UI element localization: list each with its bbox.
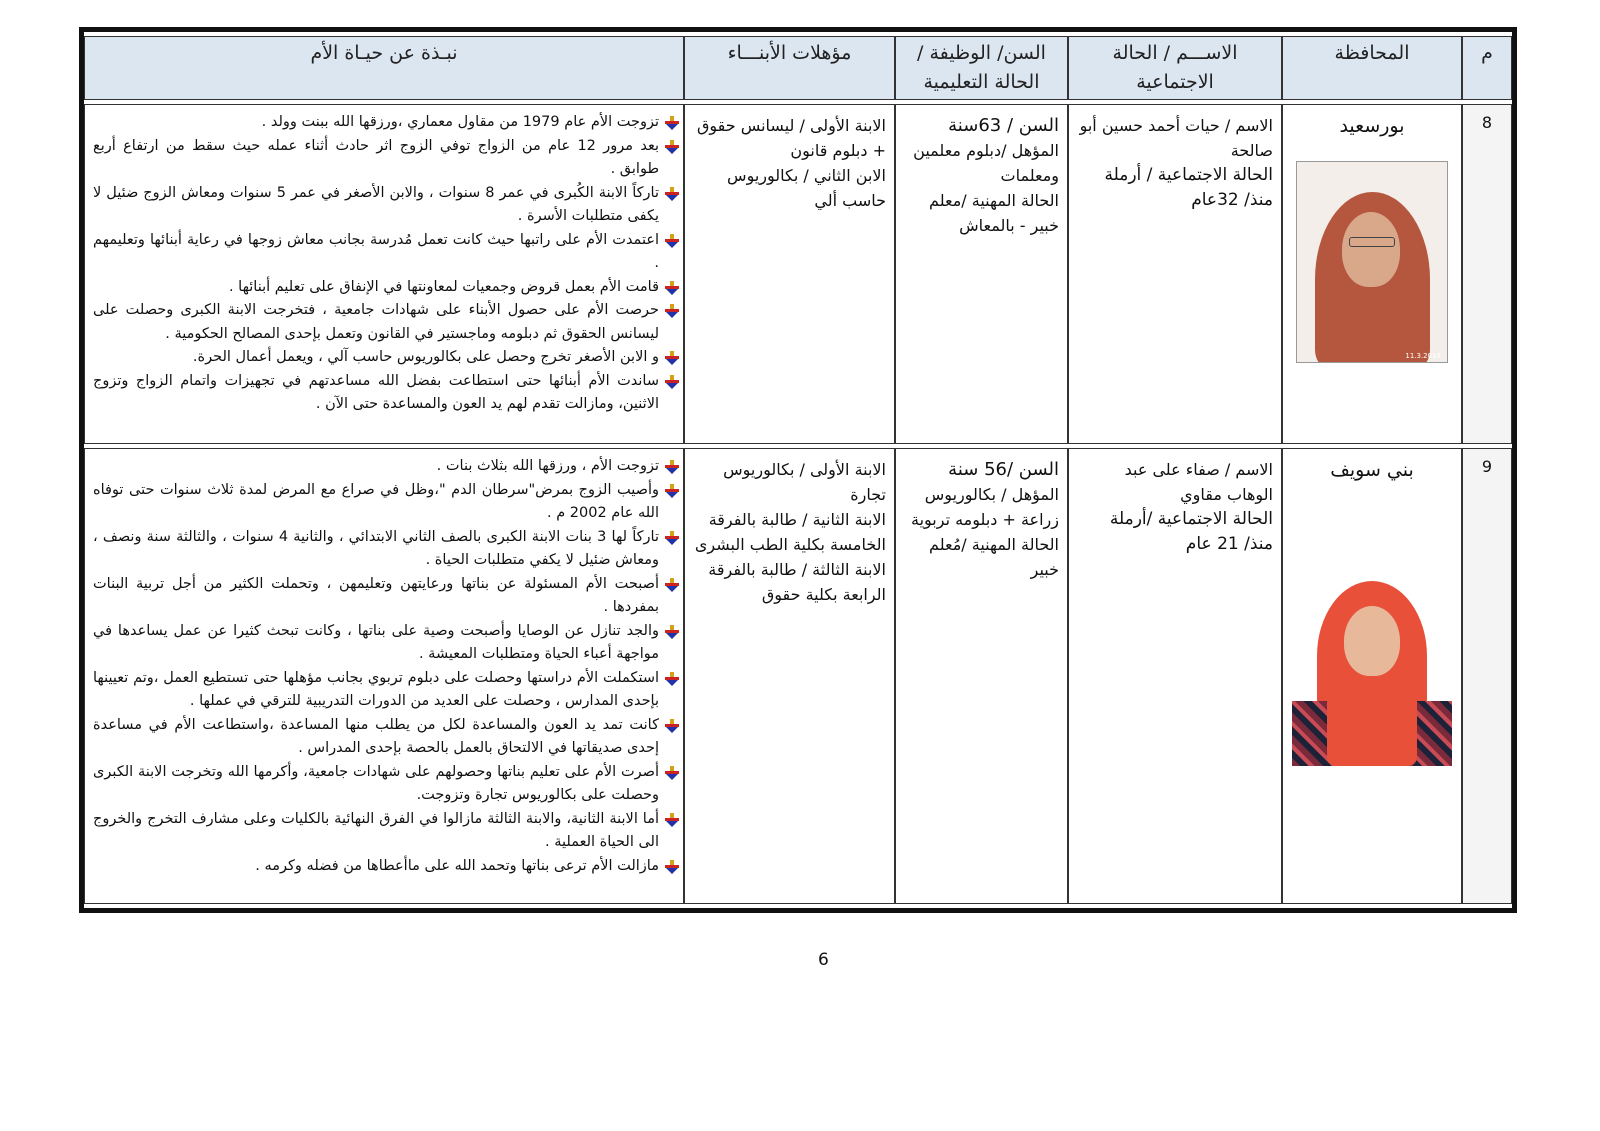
photo-caption: 11.3.2014 bbox=[1405, 352, 1441, 360]
child-line: الابنة الأولى / ليسانس حقوق + دبلوم قانون bbox=[696, 116, 886, 160]
arrow-bullet-icon bbox=[665, 140, 679, 154]
arrow-bullet-icon bbox=[665, 813, 679, 827]
bio-bullet-item bbox=[93, 135, 679, 182]
bio-text: حرصت الأم على حصول الأبناء على شهادات جامعية ، فتخرجت الابنة الكبرى وحصلت على ليسانس الحقوق ثم دبلومه وماجستير في القانون وتعمل بإحدى المصالح الحكومية . bbox=[93, 302, 659, 342]
bio-text: بعد مرور 12 عام من الزواج توفي الزوج اثر حادث أثناء عمله حيث سقط من ارتفاع أربع طوابق . bbox=[93, 137, 659, 177]
bio-text: تاركاً الابنة الكُبرى في عمر 8 سنوات ، والابن الأصغر في عمر 5 سنوات ومعاش الزوج ضئيل لا يكفى متطلبات الأسرة . bbox=[93, 184, 659, 224]
child-line: الابن الثاني / بكالوريوس حاسب ألي bbox=[727, 166, 886, 210]
bio-text: مازالت الأم ترعى بناتها وتحمد الله على ماأعطاها من فضله وكرمه . bbox=[255, 857, 659, 874]
status-line: الحالة الاجتماعية /أرملة bbox=[1109, 509, 1273, 529]
arrow-bullet-icon bbox=[665, 672, 679, 686]
bio-bullet-item bbox=[93, 299, 679, 346]
table-row bbox=[84, 448, 1512, 904]
status-line: الحالة الاجتماعية / أرملة منذ/ 32عام bbox=[1104, 165, 1273, 210]
name-cell bbox=[1068, 448, 1282, 904]
header-num: م bbox=[1462, 36, 1512, 100]
since-line: منذ/ 21 عام bbox=[1185, 534, 1273, 554]
governorate-cell bbox=[1282, 448, 1462, 904]
children-cell bbox=[684, 104, 895, 444]
bio-bullet-item bbox=[93, 111, 679, 135]
bio-text: قامت الأم بعمل قروض وجمعيات لمعاونتها في الإنفاق على تعليم أبنائها . bbox=[228, 278, 659, 295]
bio-bullet-item bbox=[93, 855, 679, 879]
bio-bullet-item bbox=[93, 573, 679, 620]
arrow-bullet-icon bbox=[665, 351, 679, 365]
table-row bbox=[84, 104, 1512, 444]
bio-bullet-item bbox=[93, 182, 679, 229]
bio-text: و الابن الأصغر تخرج وحصل على بكالوريوس حاسب آلي ، ويعمل أعمال الحرة. bbox=[192, 349, 659, 365]
arrow-bullet-icon bbox=[665, 531, 679, 545]
bio-bullet-item bbox=[93, 276, 679, 300]
bio-text: والجد تنازل عن الوصايا وأصبحت وصية على بناتها ، وكانت تبحث كثيرا عن عمل يساعدها في مواجهة أعباء الحياة ومتطلبات المعيشة . bbox=[93, 622, 659, 662]
arrow-bullet-icon bbox=[665, 484, 679, 498]
header-governorate: المحافظة bbox=[1282, 36, 1462, 100]
header-children: مؤهلات الأبنـــاء bbox=[684, 36, 895, 100]
child-line: الابنة الثالثة / طالبة بالفرقة الرابعة بكلية حقوق bbox=[708, 560, 886, 604]
bio-bullet-item bbox=[93, 761, 679, 808]
bio-cell bbox=[84, 448, 684, 904]
row-number: 9 bbox=[1462, 448, 1512, 904]
header-bio: نبـذة عن حيـاة الأم bbox=[84, 36, 684, 100]
bio-text: تزوجت الأم عام 1979 من مقاول معماري ،ورزقها الله ببنت وولد . bbox=[261, 114, 659, 130]
page-number: 6 bbox=[818, 950, 829, 970]
bio-text: أصبحت الأم المسئولة عن بناتها ورعايتهن وتعليمهن ، وتحملت الكثير من أجل تربية البنات بمفردها . bbox=[93, 575, 659, 615]
age-cell bbox=[895, 104, 1068, 444]
bio-text: كانت تمد يد العون والمساعدة لكل من يطلب منها المساعدة ،واستطاعت الأم في مساعدة إحدى صديقاتها في الالتحاق بالعمل بالحصة بإحدى المدراس . bbox=[93, 716, 659, 756]
governorate-cell bbox=[1282, 104, 1462, 444]
arrow-bullet-icon bbox=[665, 719, 679, 733]
bio-bullet-item bbox=[93, 370, 679, 417]
child-line: الابنة الأولى / بكالوريوس تجارة bbox=[723, 460, 886, 504]
age-line: السن / 63سنة bbox=[948, 115, 1059, 136]
bio-bullet-item bbox=[93, 479, 679, 526]
bio-text: تاركاً لها 3 بنات الابنة الكبرى بالصف الثاني الابتدائي ، والثانية 4 سنوات ، والثالثة سنة ونصف ، ومعاش ضئيل لا يكفي متطلبات الحياة . bbox=[93, 528, 659, 568]
arrow-bullet-icon bbox=[665, 860, 679, 874]
arrow-bullet-icon bbox=[665, 375, 679, 389]
governorate: بورسعيد bbox=[1339, 115, 1405, 137]
bio-bullet-item bbox=[93, 667, 679, 714]
bio-bullet-item bbox=[93, 526, 679, 573]
arrow-bullet-icon bbox=[665, 766, 679, 780]
name-cell bbox=[1068, 104, 1282, 444]
header-name: الاســـم / الحالة الاجتماعية bbox=[1068, 36, 1282, 100]
table-header-row bbox=[84, 36, 1512, 100]
bio-bullet-item bbox=[93, 346, 679, 370]
name-line: الاسم / حيات أحمد حسين أبو صالحة bbox=[1079, 116, 1273, 160]
row-number: 8 bbox=[1462, 104, 1512, 444]
bio-bullet-item bbox=[93, 808, 679, 855]
header-age-job: السن/ الوظيفة / الحالة التعليمية bbox=[895, 36, 1068, 100]
arrow-bullet-icon bbox=[665, 116, 679, 130]
arrow-bullet-icon bbox=[665, 625, 679, 639]
qualification-line: المؤهل /دبلوم معلمين ومعلمات bbox=[913, 141, 1059, 185]
arrow-bullet-icon bbox=[665, 187, 679, 201]
qualification-line: المؤهل / بكالوريوس زراعة + دبلومه تربوية bbox=[910, 485, 1059, 529]
bio-bullet-item bbox=[93, 620, 679, 667]
profession-line: الحالة المهنية /مُعلم خبير bbox=[929, 535, 1059, 579]
mothers-table bbox=[84, 32, 1512, 908]
bio-bullet-item bbox=[93, 455, 679, 479]
bio-text: ساندت الأم أبنائها حتى استطاعت بفضل الله مساعدتهم في تجهيزات واتمام الزواج وتزوج الاثنين، ومازالت تقدم لهم يد العون والمساعدة حتى الآن . bbox=[93, 372, 659, 412]
bio-text: استكملت الأم دراستها وحصلت على دبلوم تربوي بجانب مؤهلها حتى تستطيع العمل ،وتم تعيينها بإحدى المدارس ، وحصلت على العديد من الدورات التدريبية للترقي في عملها . bbox=[93, 669, 659, 709]
name-line: الاسم / صفاء على عبد الوهاب مقاوي bbox=[1124, 460, 1273, 504]
mother-photo bbox=[1292, 551, 1452, 766]
age-line: السن /56 سنة bbox=[948, 459, 1059, 480]
child-line: الابنة الثانية / طالبة بالفرقة الخامسة بكلية الطب البشرى bbox=[694, 510, 886, 554]
bio-text: اعتمدت الأم على راتبها حيث كانت تعمل مُدرسة بجانب معاش زوجها في رعاية أبنائها وتعليمهم . bbox=[93, 231, 659, 271]
governorate: بني سويف bbox=[1330, 459, 1414, 481]
bio-text: تزوجت الأم ، ورزقها الله بثلاث بنات . bbox=[436, 458, 659, 474]
bio-cell bbox=[84, 104, 684, 444]
arrow-bullet-icon bbox=[665, 460, 679, 474]
bio-bullet-item bbox=[93, 229, 679, 276]
profession-line: الحالة المهنية /معلم خبير - بالمعاش bbox=[929, 191, 1059, 235]
arrow-bullet-icon bbox=[665, 234, 679, 248]
children-cell bbox=[684, 448, 895, 904]
bio-text: أما الابنة الثانية، والابنة الثالثة مازالوا في الفرق النهائية بالكليات وعلى مشارف التخرج والخروج الى الحياة العملية . bbox=[93, 810, 659, 850]
bio-text: أصرت الأم على تعليم بناتها وحصولهم على شهادات جامعية، وأكرمها الله وتخرجت الابنة الكبرى وحصلت على بكالوريوس تجارة وتزوجت. bbox=[93, 763, 659, 803]
bio-text: وأصيب الزوج بمرض"سرطان الدم "،وظل في صراع مع المرض لمدة ثلاث سنوات حتى توفاه الله عام 2002 م . bbox=[93, 481, 659, 521]
mothers-table-frame bbox=[79, 27, 1517, 913]
arrow-bullet-icon bbox=[665, 578, 679, 592]
bio-bullet-item bbox=[93, 714, 679, 761]
arrow-bullet-icon bbox=[665, 304, 679, 318]
arrow-bullet-icon bbox=[665, 281, 679, 295]
age-cell bbox=[895, 448, 1068, 904]
mother-photo bbox=[1296, 161, 1448, 363]
